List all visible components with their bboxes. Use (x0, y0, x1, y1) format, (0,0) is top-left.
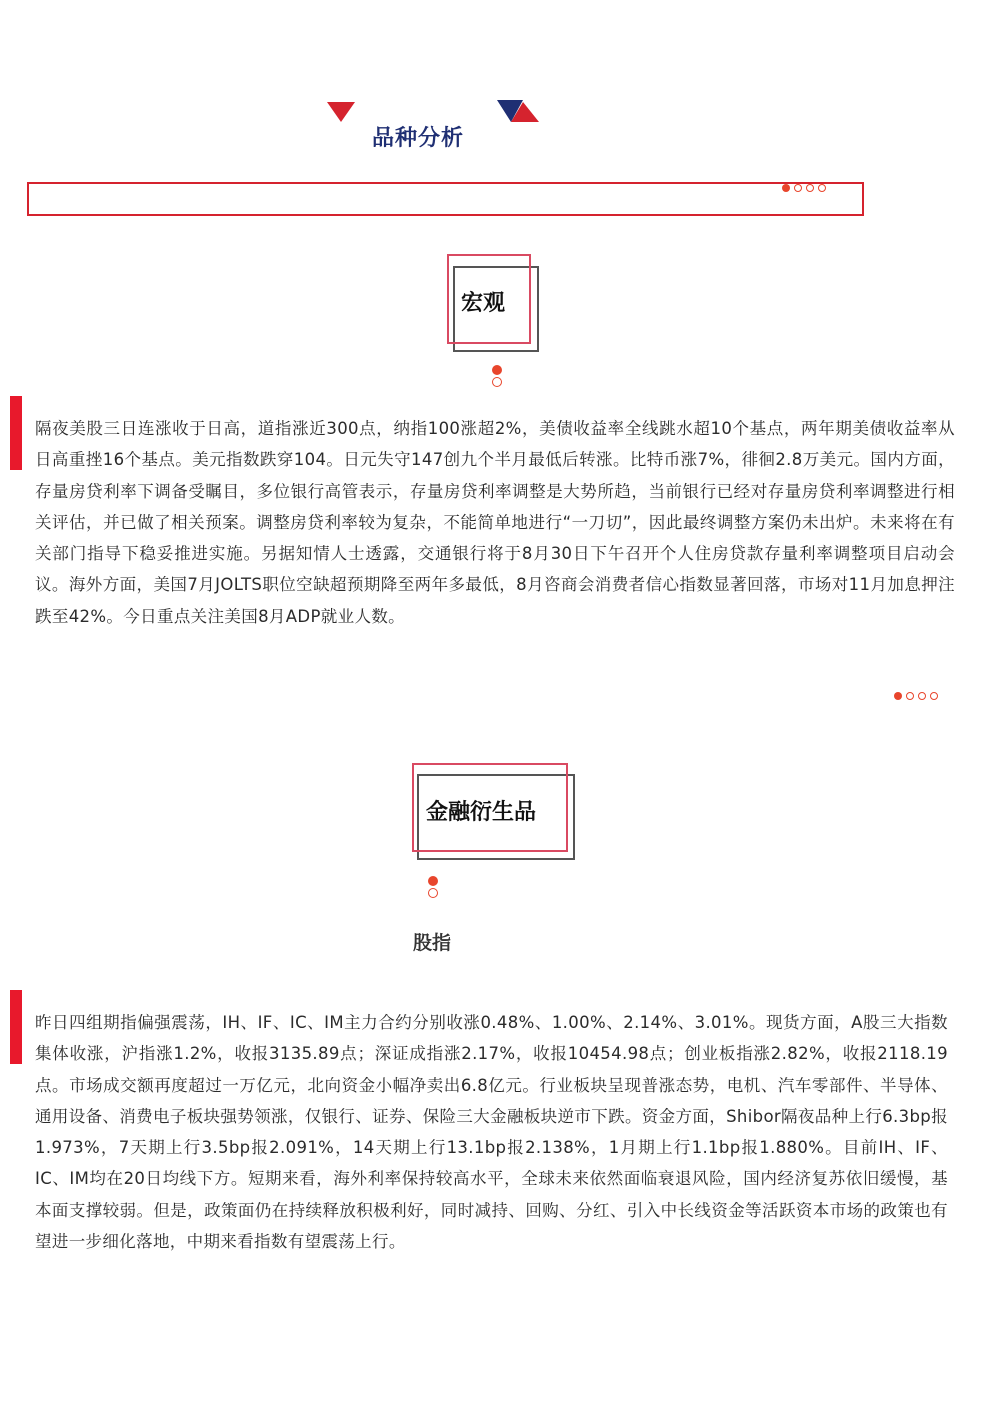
macro-left-accent-bar (10, 396, 22, 470)
derivatives-section-title: 金融衍生品 (426, 800, 537, 825)
dot-filled-icon (894, 692, 902, 700)
derivatives-left-accent-bar (10, 990, 22, 1064)
dot-filled-icon (782, 184, 790, 192)
dot-hollow-icon (806, 184, 814, 192)
macro-divider-dots (491, 365, 502, 387)
dot-hollow-icon (918, 692, 926, 700)
page-title: 品种分析 (372, 126, 465, 151)
dot-hollow-icon (428, 888, 438, 898)
derivatives-divider-dots (427, 876, 438, 898)
section-divider-dots (894, 692, 938, 700)
header-red-triangle-left (327, 102, 355, 122)
header-banner-box (27, 182, 864, 216)
dot-hollow-icon (818, 184, 826, 192)
dot-hollow-icon (930, 692, 938, 700)
macro-section-title: 宏观 (461, 291, 506, 316)
derivatives-paragraph: 昨日四组期指偏强震荡，IH、IF、IC、IM主力合约分别收涨0.48%、1.00%、2.14%、3.01%。现货方面，A股三大指数集体收涨，沪指涨1.2%，收报3135.89点；深证成指涨2.17%，收报10454.98点；创业板指涨2.82%，收报2118.19点。市场成交额再度超过一万亿元，北向资金小幅净卖出6.8亿元。行业板块呈现普涨态势，电机、汽车零部件、半导体、通用设备、消费电子板块强势领涨，仅银行、证券、保险三大金融板块逆市下跌。资金方面，Shibor隔夜品种上行6.3bp报1.973%，7天期上行3.5bp报2.091%，14天期上行13.1bp报2.138%，1月期上行1.1bp报1.880%。目前IH、IF、IC、IM均在20日均线下方。短期来看，海外利率保持较高水平，全球未来依然面临衰退风险，国内经济复苏依旧缓慢，基本面支撑较弱。但是，政策面仍在持续释放积极利好，同时减持、回购、分红、引入中长线资金等活跃资本市场的政策也有望进一步细化落地，中期来看指数有望震荡上行。 (35, 1013, 948, 1252)
stock-index-subheading: 股指 (413, 932, 452, 954)
dot-hollow-icon (492, 377, 502, 387)
header-triangle-logo-icon (497, 100, 541, 124)
dot-hollow-icon (794, 184, 802, 192)
dot-filled-icon (428, 876, 438, 886)
dot-filled-icon (492, 365, 502, 375)
dot-hollow-icon (906, 692, 914, 700)
macro-paragraph: 隔夜美股三日连涨收于日高，道指涨近300点，纳指100涨超2%，美债收益率全线跳水超10个基点，两年期美债收益率从日高重挫16个基点。美元指数跌穿104。日元失守147创九个半月最低后转涨。比特币涨7%，徘徊2.8万美元。国内方面，存量房贷利率下调备受瞩目，多位银行高管表示，存量房贷利率调整是大势所趋，当前银行已经对存量房贷利率调整进行相关评估，并已做了相关预案。调整房贷利率较为复杂，不能简单地进行“一刀切”，因此最终调整方案仍未出炉。未来将在有关部门指导下稳妥推进实施。另据知情人士透露，交通银行将于8月30日下午召开个人住房贷款存量利率调整项目启动会议。海外方面，美国7月JOLTS职位空缺超预期降至两年多最低，8月咨商会消费者信心指数显著回落，市场对11月加息押注跌至42%。今日重点关注美国8月ADP就业人数。 (35, 419, 955, 626)
header-pagination-dots (782, 184, 826, 192)
